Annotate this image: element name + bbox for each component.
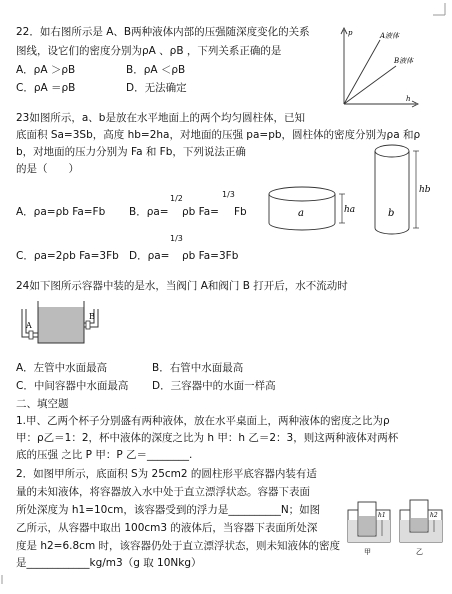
f1-line2: 甲：ρ乙＝1：2，杯中液体的深度之比为 h 甲：h 乙＝2：3，则这两种液体对两杯	[16, 432, 399, 444]
q23-line1: 23如图所示，a、b是放在水平地面上的两个均匀圆柱体，已知	[16, 112, 305, 124]
q23-cylinder-a-label: a	[298, 208, 304, 219]
q23-ha-label: ha	[344, 205, 356, 215]
f2-line5: 度是 h2=6.8cm 时，该容器仍处于直立漂浮状态，则未知液体的密度	[16, 540, 341, 552]
q22-graph-x-label: h	[406, 95, 411, 103]
f2-line3: 所处深度为 h1=10cm，该容器受到的浮力是__________N；如图	[16, 504, 321, 516]
q22-pressure-depth-graph	[336, 26, 420, 108]
q22-option-a: A．ρA ＞ρB	[16, 64, 76, 76]
f1-line3: 底的压强 之比 P 甲：P 乙＝________.	[16, 449, 193, 461]
q23-cylinders-figure	[264, 140, 446, 238]
f2-line2: 量的未知液体，将容器放入水中处于直立漂浮状态。容器下表面	[16, 486, 310, 498]
q24-option-d: D．三容器中的水面一样高	[152, 380, 276, 392]
q22-option-d: D．无法确定	[126, 82, 187, 94]
q23-option-b-fraction1: 1/2	[170, 194, 183, 203]
f2-h1-label: h1	[378, 512, 386, 519]
q22-line2: 图线，设它们的密度分别为ρA 、ρB ，下列关系正确的是	[16, 45, 282, 57]
q22-graph-line-b-label: B液体	[394, 57, 414, 65]
q23-line3: b，对地面的压力分别为 Fa 和 Fb，下列说法正确	[16, 146, 246, 158]
q23-option-d-fraction: 1/3	[170, 234, 183, 243]
q22-option-c: C．ρA ＝ρB	[16, 82, 76, 94]
q24-valve-b-label: B	[89, 312, 95, 321]
q24-line1: 24如下图所示容器中装的是水，当阀门 A和阀门 B 打开后，水不流动时	[16, 280, 348, 292]
q23-option-b-part2: ρb Fa=	[182, 206, 219, 218]
q23-option-b-fraction2: 1/3	[222, 190, 235, 199]
f2-line4: 乙所示，从容器中取出 100cm3 的液体后，当容器下表面所处深	[16, 522, 318, 534]
f2-label-jia: 甲	[364, 548, 371, 556]
q23-line2: 底面积 Sa=3Sb，高度 hb=2ha，对地面的压强 pa=pb，圆柱体的密度分别为ρa 和ρ	[16, 129, 421, 141]
f2-line6: 是____________kg/m3（g 取 10Nkg）	[16, 557, 202, 569]
q23-option-a: A．ρa=ρb Fa=Fb	[16, 206, 106, 218]
f2-h2-label: h2	[430, 512, 438, 519]
q24-option-b: B．右管中水面最高	[152, 362, 244, 374]
q24-container-figure	[12, 297, 104, 347]
q22-graph-line-a-label: A液体	[380, 32, 400, 40]
section-title-fill-in: 二、填空题	[16, 398, 69, 410]
f1-line1: 1.甲、乙两个杯子分别盛有两种液体，放在水平桌面上，两种液体的密度之比为ρ	[16, 415, 390, 427]
corner-mark-bottom	[0, 575, 8, 585]
q23-option-d-part1: D．ρa=	[129, 250, 170, 262]
q23-hb-label: hb	[419, 185, 431, 195]
f2-label-yi: 乙	[416, 548, 423, 556]
q23-option-b-part1: B．ρa=	[129, 206, 169, 218]
q22-option-b: B．ρA ＜ρB	[126, 64, 186, 76]
corner-mark-top	[432, 2, 446, 16]
q24-option-c: C．中间容器中水面最高	[16, 380, 129, 392]
q23-cylinder-b-label: b	[388, 208, 395, 219]
f2-line1: 2．如图甲所示，底面积 S为 25cm2 的圆柱形平底容器内装有适	[16, 468, 317, 480]
q23-option-d-part2: ρb Fa=3Fb	[182, 250, 239, 262]
q22-line1: 22．如右图所示是 A、B两种液体内部的压强随深度变化的关系	[16, 26, 310, 38]
q24-option-a: A．左管中水面最高	[16, 362, 108, 374]
q23-option-c: C．ρa=2ρb Fa=3Fb	[16, 250, 119, 262]
q24-valve-a-label: A	[26, 321, 32, 330]
f2-floating-container-figure	[346, 496, 446, 558]
q23-line4: 的是（ ）	[16, 163, 79, 175]
q22-graph-y-label: p	[348, 29, 353, 37]
q23-option-b-part3: Fb	[234, 206, 247, 218]
